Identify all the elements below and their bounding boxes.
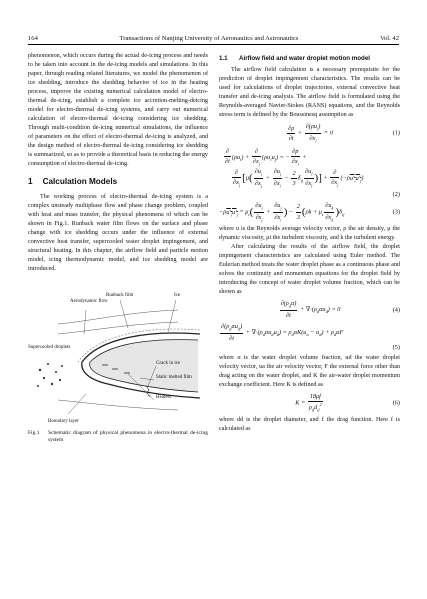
- figure-caption-text: Schematic diagram of physical phenomena in electro-thermal de-icing system: [48, 429, 208, 444]
- droplet-variables-paragraph: where α is the water droplet volume fraction, ud the water droplet velocity vector, ua the air velocity vector, F the external force other than drag acting on the water droplet, and K the air-water droplet momentum exchange coefficient. Here K is defined as: [219, 355, 400, 389]
- streamline: [58, 310, 178, 324]
- label-boundary-layer: Boundary layer: [48, 418, 79, 424]
- supercooled-droplets: [37, 363, 63, 387]
- equation-number: (4): [392, 305, 400, 313]
- equation-6: K = $\frac{18\mu f}{\rho_dd_d^2}$ (6): [295, 393, 400, 413]
- section-paragraph: The working process of electro-thermal de-icing system is a complex unsteady multiphase flow and phase change problem, coupled with heat and mass transfer, the physical phenomena of which can be shown in Fig.1. Runback water film flows on the surface and phase change with ice shedding occurs under the influence of external convective heat transfer, supercooled water droplet impingement, and structural heating. In this chapter, the airflow field and particle motion model, icing thermodynamic model, and ice shedding model are introduced.: [28, 193, 208, 272]
- subsection-heading: [219, 54, 400, 63]
- equation-number: (2): [392, 190, 400, 198]
- airflow-paragraph: The airflow field calculation is a necessary prerequisite for the prediction of droplet impingement characteristics. The results can be used for calculations of droplet trajectories, external convective heat transfer and de-icing analysis. The airflow field is formulated using the Reynolds-averaged Navier-Stokes (RANS) equations, and the Reynolds stress term is defined by the Boussinesq assumption as: [219, 67, 400, 119]
- label-static-film: Static melted film: [156, 374, 192, 380]
- left-column: [28, 52, 208, 444]
- label-runback-film: Runback film: [106, 292, 134, 298]
- variables-paragraph: where u is the Reynolds average velocity vector, ρ the air density, μ the dynamic viscosity, μt the turbulent viscosity, and k the turbulent energy.: [219, 226, 400, 242]
- figure-1-caption: [28, 430, 208, 445]
- label-supercooled-droplets: Supercooled droplets: [28, 344, 71, 350]
- header-rule: [28, 44, 399, 45]
- figure-1-diagram: [28, 282, 208, 428]
- equation-number: (6): [392, 399, 400, 407]
- equation-1: $\frac{\partial\rho}{\partial t}$ + $\frac{\partial(\rho u_i)}{\partial x_i}$ = 0 (1): [288, 123, 400, 144]
- running-header: [28, 30, 399, 42]
- right-column: [219, 52, 400, 434]
- label-crack: Crack in ice: [156, 360, 181, 366]
- euler-paragraph: After calculating the results of the airflow field, the droplet impingement characteristics are calculated using Euler method. The Eulerian method treats the water droplet phase as a continuous phase and solves the continuity and momentum equations for the droplet field by introducing the concept of water droplet volume fraction, which can be shown as: [219, 244, 400, 296]
- subsection-title: Airflow field and water droplet motion model: [239, 55, 370, 62]
- equation-number: (3): [392, 208, 400, 216]
- equation-number: (5): [392, 343, 400, 351]
- figure-1: [28, 282, 208, 428]
- volume-label: Vol. 42: [380, 35, 399, 42]
- equation-5: $\frac{\partial(\rho_d\alpha u_d)}{\partial t}$ + $\nabla\cdot(\rho_d\alpha u_du_d) = \rho_d\alpha K(u_a - u_d) + \rho_d\alpha F$ (5): [221, 323, 400, 351]
- section-title: Calculation Models: [42, 176, 118, 186]
- equation-2: $\frac{\partial}{\partial t}$ $(\rho u_i)$ + $\frac{\partial}{\partial x_j}$ $(\rho u_iu_j)$ = − $\frac{\partial p}{\partial x_i}$ + $\frac{\partial}{\partial x_j}$ [μ( $\frac{\partial u_i}{\partial x_j}$ + $\frac{\partial u_j}{\partial x_i}$ − $\frac{2}{3}$ $\delta_{ij}$ $\frac{\partial u_l}{\partial x_l}$ )] + $\frac{\partial}{\partial x_j}$ $(-\rho u'_iu'_j)$ (2): [225, 147, 400, 198]
- intro-paragraph: phenomenon, which occurs during the actual de-icing process and needs to be taken into account in the de-icing models and simulations. In this paper, through reading related literatures, we model the phenomenon of ice shedding, introduce the shedding behavior of ice in the heating process, improve the existing numerical calculation model of electro-thermal de-icing, establish a complete ice accretion-melting-deicing model for electro-thermal de-icing systems, and carry out numerical calculation of electro-thermal de-icing considering ice shedding. Through multi-condition de-icing numerical simulations, the influence of parameters on the effect of electro-thermal de-icing is analyzed, and the design method of electro-thermal de-icing considering ice shedding is summarized, so as to provide a theoretical basis in reducing the energy consumption of electro-thermal de-icing.: [28, 53, 208, 167]
- figure-label: Fig.1: [28, 429, 40, 436]
- subsection-number: 1.1: [219, 55, 228, 62]
- streamline: [58, 322, 178, 334]
- drag-paragraph: where dd is the droplet diameter, and f the drag function. Here f is calculated as: [219, 416, 400, 432]
- section-number: 1: [28, 176, 33, 186]
- page-number: 164: [28, 35, 38, 42]
- equation-4: $\frac{\partial(\rho_d\alpha)}{\partial t}$ + $\nabla\cdot(\rho_d\alpha u_d) = 0$ (4): [280, 300, 400, 319]
- label-ice: Ice: [174, 292, 181, 298]
- equation-3: $-\rho u'_iu'_j = \mu_t$( $\frac{\partial u_i}{\partial x_j}$ + $\frac{\partial u_j}{\partial x_i}$ ) − $\frac{2}{3}$ ($\rho k + \mu_t$ $\frac{\partial u_k}{\partial x_k}$ )$\delta_{ij}$ (3): [219, 201, 400, 222]
- journal-title: Transactions of Nanjing University of Aeronautics and Astronautics: [119, 35, 299, 42]
- label-aerodynamic-flow: Aerodynamic flow: [70, 298, 108, 304]
- label-heaters: Heaters: [156, 394, 172, 400]
- equation-number: (1): [392, 129, 400, 137]
- section-heading: [28, 176, 208, 188]
